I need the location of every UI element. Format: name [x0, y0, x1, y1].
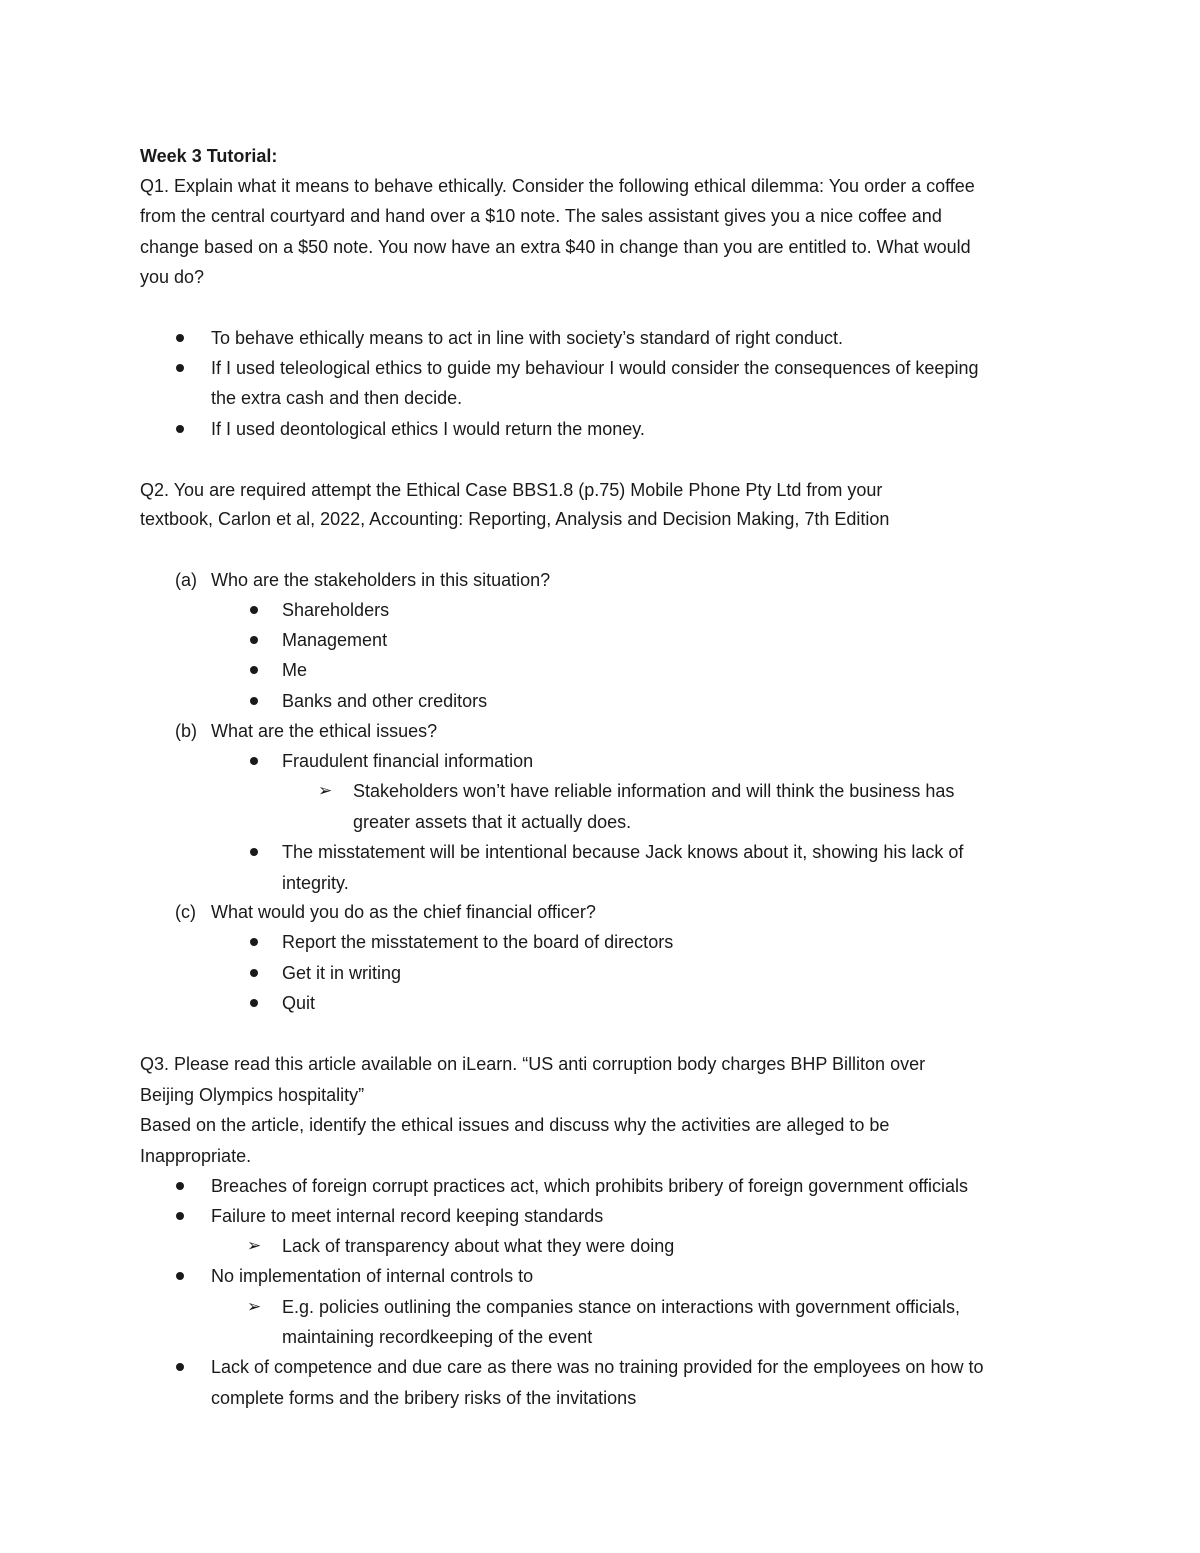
q2b-item-1: Fraudulent financial information	[282, 751, 534, 771]
arrow-bullet-icon: ➢	[318, 781, 333, 801]
bullet-icon	[176, 425, 184, 433]
q3-bullet-3-sub-line-2: maintaining recordkeeping of the event	[282, 1327, 593, 1347]
bullet-icon	[250, 999, 258, 1007]
bullet-icon	[176, 334, 184, 342]
q2c-item-2: Get it in writing	[282, 963, 402, 983]
q1-line-3: change based on a $50 note. You now have an extra $40 in change than you are entitled to. What would	[140, 237, 971, 257]
bullet-icon	[250, 938, 258, 946]
q1-line-4: you do?	[140, 267, 205, 287]
q1-answer-2-line-2: the extra cash and then decide.	[211, 388, 463, 408]
q1-answer-2-line-1: If I used teleological ethics to guide my behaviour I would consider the consequences of keeping	[211, 358, 979, 378]
q3-bullet-2: Failure to meet internal record keeping standards	[211, 1206, 604, 1226]
bullet-icon	[250, 848, 258, 856]
bullet-icon	[250, 636, 258, 644]
q3-bullet-3: No implementation of internal controls to	[211, 1266, 534, 1286]
q2-line-2: textbook, Carlon et al, 2022, Accounting: Reporting, Analysis and Decision Making, 7th Edition	[140, 509, 890, 529]
q2b-label: (b)	[175, 721, 197, 741]
q3-line-4: Inappropriate.	[140, 1146, 252, 1166]
q2b-item-2-line-2: integrity.	[282, 873, 349, 893]
q2c-label: (c)	[175, 902, 196, 922]
q2c-item-3: Quit	[282, 993, 316, 1013]
q3-label: Q3	[140, 1054, 165, 1074]
bullet-icon	[250, 969, 258, 977]
page-title: Week 3 Tutorial:	[140, 146, 278, 166]
q3-bullet-4-line-1: Lack of competence and due care as there was no training provided for the employees on how to	[211, 1357, 984, 1377]
q3-line-1: Q3. Please read this article available on iLearn. “US anti corruption body charges BHP Billiton over	[140, 1054, 926, 1074]
bullet-icon	[176, 1272, 184, 1280]
bullet-icon	[176, 1212, 184, 1220]
q3-bullet-3-sub-line-1: E.g. policies outlining the companies stance on interactions with government officials,	[282, 1297, 961, 1317]
q2a-item-3: Me	[282, 660, 308, 680]
q2b-sub-1-line-2: greater assets that it actually does.	[353, 812, 632, 832]
q2a-item-1: Shareholders	[282, 600, 390, 620]
q3-bullet-4-line-2: complete forms and the bribery risks of the invitations	[211, 1388, 637, 1408]
q1-line-2: from the central courtyard and hand over a $10 note. The sales assistant gives you a nice coffee and	[140, 206, 942, 226]
q1-line-1: Q1. Explain what it means to behave ethically. Consider the following ethical dilemma: You order a coffee	[140, 176, 975, 196]
q2a-question: Who are the stakeholders in this situation?	[211, 570, 551, 590]
q2-label: Q2	[140, 480, 165, 500]
q2b-sub-1-line-1: Stakeholders won’t have reliable information and will think the business has	[353, 781, 955, 801]
bullet-icon	[250, 697, 258, 705]
q1-answer-3: If I used deontological ethics I would return the money.	[211, 419, 645, 439]
bullet-icon	[250, 666, 258, 674]
q1-label: Q1	[140, 176, 165, 196]
arrow-bullet-icon: ➢	[247, 1236, 262, 1256]
bullet-icon	[176, 364, 184, 372]
q3-bullet-2-sub: Lack of transparency about what they were doing	[282, 1236, 675, 1256]
q2c-question: What would you do as the chief financial officer?	[211, 902, 596, 922]
q2b-question: What are the ethical issues?	[211, 721, 438, 741]
q2a-item-2: Management	[282, 630, 388, 650]
q3-line-3: Based on the article, identify the ethical issues and discuss why the activities are alleged to be	[140, 1115, 890, 1135]
bullet-icon	[176, 1363, 184, 1371]
q3-bullet-1: Breaches of foreign corrupt practices act, which prohibits bribery of foreign government officials	[211, 1176, 969, 1196]
q2a-item-4: Banks and other creditors	[282, 691, 488, 711]
q2c-item-1: Report the misstatement to the board of directors	[282, 932, 674, 952]
bullet-icon	[250, 757, 258, 765]
q2-line-1: Q2. You are required attempt the Ethical Case BBS1.8 (p.75) Mobile Phone Pty Ltd from your	[140, 480, 883, 500]
q1-answer-1: To behave ethically means to act in line with society’s standard of right conduct.	[211, 328, 844, 348]
q2a-label: (a)	[175, 570, 197, 590]
arrow-bullet-icon: ➢	[247, 1297, 262, 1317]
q3-line-2: Beijing Olympics hospitality”	[140, 1085, 365, 1105]
q2b-item-2-line-1: The misstatement will be intentional because Jack knows about it, showing his lack of	[282, 842, 964, 862]
bullet-icon	[176, 1182, 184, 1190]
bullet-icon	[250, 606, 258, 614]
